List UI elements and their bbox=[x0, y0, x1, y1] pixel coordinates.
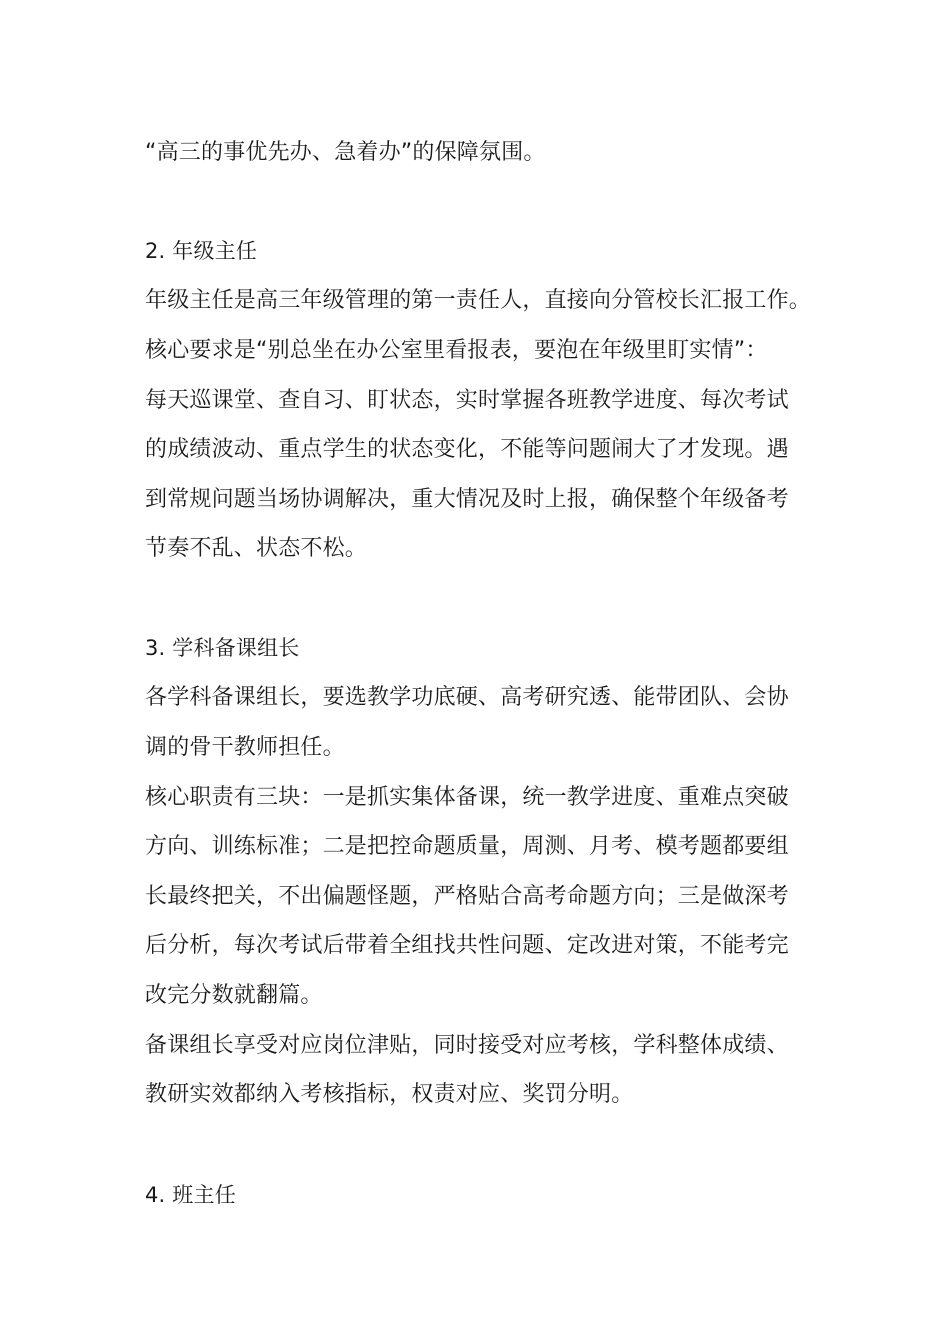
paragraph-line: 各学科备课组长，要选教学功底硬、高考研究透、能带团队、会协 bbox=[145, 685, 789, 710]
section-heading-class-teacher: 4. 班主任 bbox=[145, 1183, 236, 1207]
paragraph-line: 核心要求是“别总坐在办公室里看报表，要泡在年级里盯实情”： bbox=[145, 338, 768, 363]
paragraph-line: 后分析，每次考试后带着全组找共性问题、定改进对策，不能考完 bbox=[145, 933, 789, 958]
paragraph-line: 改完分数就翻篇。 bbox=[145, 983, 323, 1008]
paragraph-line: 方向、训练标准；二是把控命题质量，周测、月考、模考题都要组 bbox=[145, 834, 789, 859]
intro-line: “高三的事优先办、急着办”的保障氛围。 bbox=[145, 140, 546, 165]
paragraph-line: 教研实效都纳入考核指标，权责对应、奖罚分明。 bbox=[145, 1082, 634, 1107]
paragraph-line: 每天巡课堂、查自习、盯状态，实时掌握各班教学进度、每次考试 bbox=[145, 388, 789, 413]
paragraph-line: 到常规问题当场协调解决，重大情况及时上报，确保整个年级备考 bbox=[145, 487, 789, 512]
section-heading-grade-director: 2. 年级主任 bbox=[145, 239, 258, 263]
paragraph-line: 备课组长享受对应岗位津贴，同时接受对应考核，学科整体成绩、 bbox=[145, 1033, 789, 1058]
paragraph-line: 的成绩波动、重点学生的状态变化，不能等问题闹大了才发现。遇 bbox=[145, 437, 789, 462]
paragraph-line: 节奏不乱、状态不松。 bbox=[145, 536, 368, 561]
paragraph-line: 核心职责有三块：一是抓实集体备课，统一教学进度、重难点突破 bbox=[145, 785, 789, 810]
section-heading-subject-leader: 3. 学科备课组长 bbox=[145, 636, 300, 660]
paragraph-line: 长最终把关，不出偏题怪题，严格贴合高考命题方向；三是做深考 bbox=[145, 884, 789, 909]
paragraph-line: 调的骨干教师担任。 bbox=[145, 735, 345, 760]
paragraph-line: 年级主任是高三年级管理的第一责任人，直接向分管校长汇报工作。 bbox=[145, 288, 812, 313]
